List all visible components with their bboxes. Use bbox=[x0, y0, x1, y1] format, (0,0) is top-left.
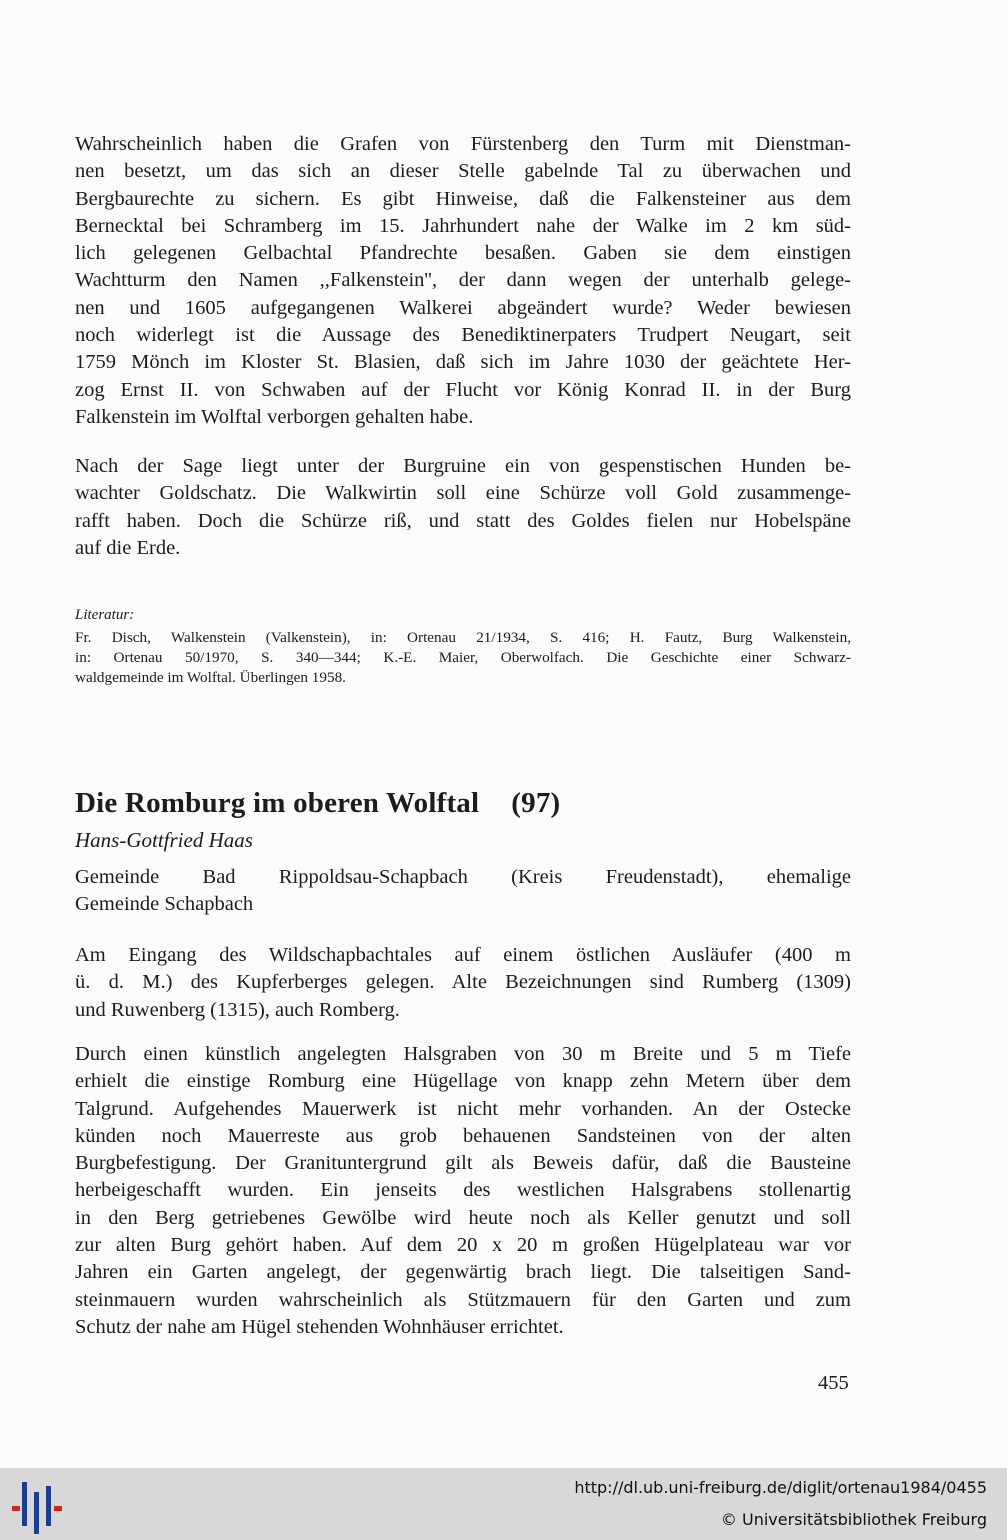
section-heading bbox=[75, 787, 560, 820]
reference-line: waldgemeinde im Wolftal. Überlingen 1958. bbox=[75, 669, 346, 686]
text-line: Schutz der nahe am Hügel stehenden Wohnhäuser errichtet. bbox=[75, 1315, 564, 1338]
text-line: erhielt die einstige Romburg eine Hügellage von knapp zehn Metern über dem bbox=[75, 1070, 851, 1093]
section-number: (97) bbox=[511, 787, 561, 819]
paragraph-legend bbox=[75, 453, 851, 562]
text-line: Wachtturm den Namen ,,Falkenstein'', der dann wegen der unterhalb gelege- bbox=[75, 269, 851, 292]
text-line: zur alten Burg gehört haben. Auf dem 20 x 20 m großen Hügelplateau war vor bbox=[75, 1234, 851, 1257]
text-line: Am Eingang des Wildschapbachtales auf einem östlichen Ausläufer (400 m bbox=[75, 944, 851, 966]
literature-references bbox=[75, 628, 851, 688]
reference-line: Fr. Disch, Walkenstein (Valkenstein), in: Ortenau 21/1934, S. 416; H. Fautz, Burg Walkenstein, bbox=[75, 629, 851, 646]
text-line: Bergbaurechte zu sichern. Es gibt Hinweise, daß die Falkensteiner aus dem bbox=[75, 187, 851, 210]
text-line: Nach der Sage liegt unter der Burgruine ein von gespenstischen Hunden be- bbox=[75, 455, 851, 477]
paragraph-falkenstein-history bbox=[75, 131, 851, 431]
text-line: künden noch Mauerreste aus grob behauenen Sandsteinen von der alten bbox=[75, 1124, 851, 1147]
text-line: rafft haben. Doch die Schürze riß, und statt des Goldes fielen nur Hobelspäne bbox=[75, 509, 851, 532]
text-line: auf die Erde. bbox=[75, 536, 181, 559]
author-name: Hans-Gottfried Haas bbox=[75, 828, 253, 852]
text-line: Burgbefestigung. Der Granituntergrund gilt als Beweis dafür, daß die Bausteine bbox=[75, 1152, 851, 1175]
text-line: zog Ernst II. von Schwaben auf der Flucht vor König Konrad II. in der Burg bbox=[75, 378, 851, 401]
footer-url-link[interactable]: http://dl.ub.uni-freiburg.de/diglit/ortenau1984/0455 bbox=[574, 1478, 987, 1497]
page-number: 455 bbox=[818, 1372, 849, 1394]
text-line: Wahrscheinlich haben die Grafen von Fürstenberg den Turm mit Dienstman- bbox=[75, 133, 851, 155]
text-line: Jahren ein Garten angelegt, der gegenwärtig brach liegt. Die talseitigen Sand- bbox=[75, 1261, 851, 1284]
text-line: wachter Goldschatz. Die Walkwirtin soll eine Schürze voll Gold zusammenge- bbox=[75, 482, 851, 505]
text-line: nen und 1605 aufgegangenen Walkerei abgeändert wurde? Weder bewiesen bbox=[75, 296, 851, 319]
text-line: noch widerlegt ist die Aussage des Benediktinerpaters Trudpert Neugart, seit bbox=[75, 324, 851, 347]
text-line: ü. d. M.) des Kupferberges gelegen. Alte Bezeichnungen sind Rumberg (1309) bbox=[75, 971, 851, 994]
text-line: Gemeinde Bad Rippoldsau-Schapbach (Kreis Freudenstadt), ehemalige bbox=[75, 866, 851, 888]
location-line bbox=[75, 864, 851, 919]
library-logo-icon bbox=[10, 1476, 66, 1534]
text-line: Durch einen künstlich angelegten Halsgraben von 30 m Breite und 5 m Tiefe bbox=[75, 1043, 851, 1065]
literature-label: Literatur: bbox=[75, 607, 135, 623]
text-line: 1759 Mönch im Kloster St. Blasien, daß sich im Jahre 1030 der geächtete Her- bbox=[75, 351, 851, 374]
reference-line: in: Ortenau 50/1970, S. 340—344; K.-E. Maier, Oberwolfach. Die Geschichte einer Schwarz- bbox=[75, 649, 851, 666]
text-line: in den Berg getriebenes Gewölbe wird heute noch als Keller genutzt und soll bbox=[75, 1206, 851, 1229]
footer-copyright: © Universitätsbibliothek Freiburg bbox=[720, 1510, 987, 1529]
text-line: lich gelegenen Gelbachtal Pfandrechte besaßen. Gaben sie dem einstigen bbox=[75, 242, 851, 265]
text-line: steinmauern wurden wahrscheinlich als Stützmauern für den Garten und zum bbox=[75, 1288, 851, 1311]
text-line: herbeigeschafft wurden. Ein jenseits des westlichen Halsgrabens stollenartig bbox=[75, 1179, 851, 1202]
text-line: Talgrund. Aufgehendes Mauerwerk ist nicht mehr vorhanden. An der Ostecke bbox=[75, 1097, 851, 1120]
paragraph-location-description bbox=[75, 942, 851, 1024]
footer-bar bbox=[0, 1468, 1007, 1540]
text-line: Gemeinde Schapbach bbox=[75, 893, 254, 916]
text-line: Bernecktal bei Schramberg im 15. Jahrhundert nahe der Walke im 2 km süd- bbox=[75, 214, 851, 237]
paragraph-romburg-description bbox=[75, 1041, 851, 1341]
text-line: und Ruwenberg (1315), auch Romberg. bbox=[75, 998, 400, 1021]
section-title: Die Romburg im oberen Wolftal bbox=[75, 787, 480, 819]
text-line: nen besetzt, um das sich an dieser Stelle gabelnde Tal zu überwachen und bbox=[75, 160, 851, 183]
text-line: Falkenstein im Wolftal verborgen gehalten habe. bbox=[75, 405, 474, 428]
